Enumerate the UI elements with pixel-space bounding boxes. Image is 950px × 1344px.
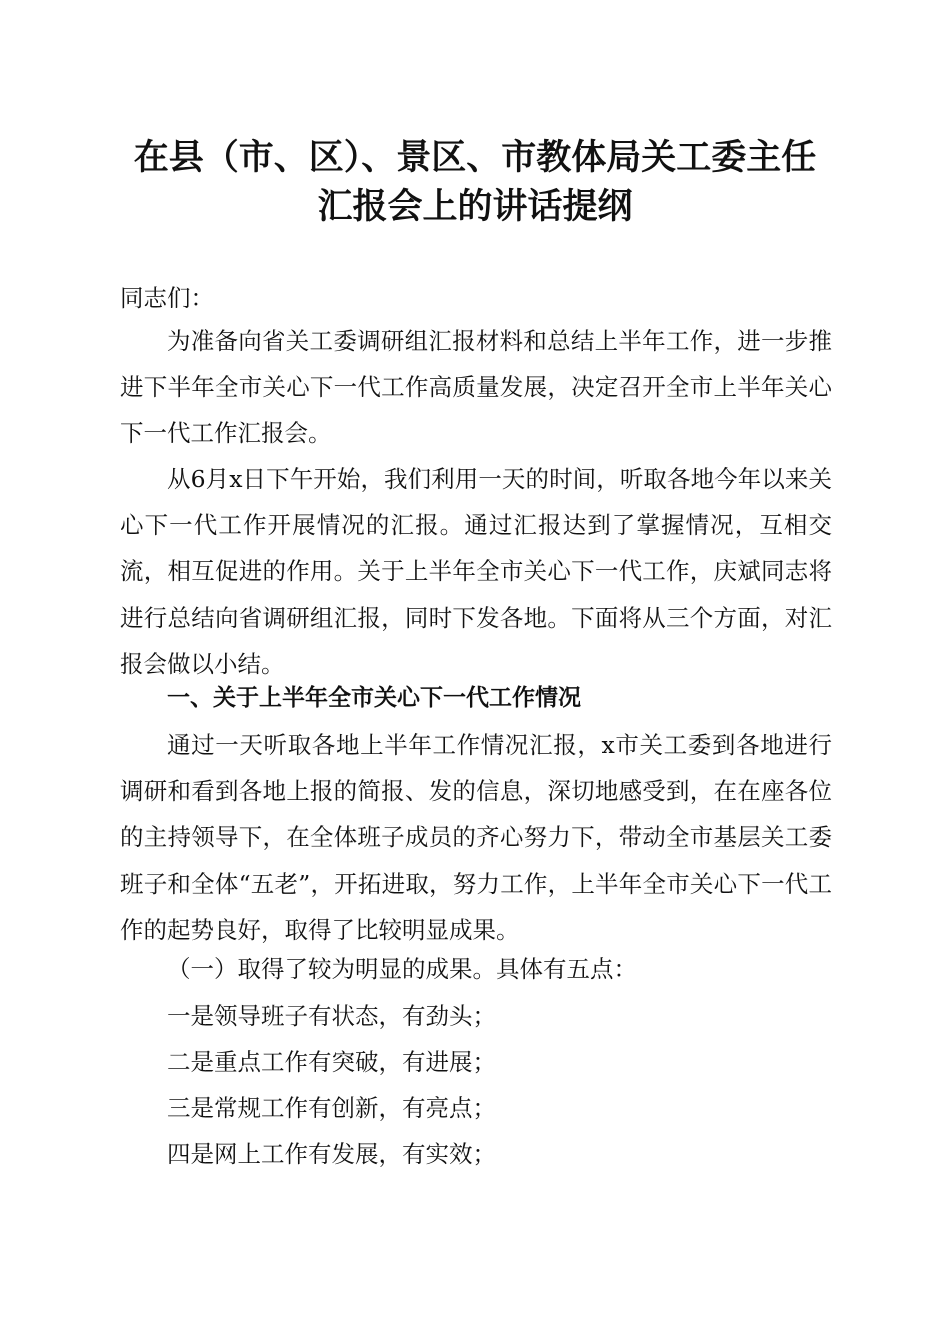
subsection-1-heading: （一）取得了较为明显的成果。具体有五点： [167, 955, 637, 983]
list-item: 一是领导班子有状态，有劲头； [167, 1002, 496, 1030]
list-item: 四是网上工作有发展，有实效； [167, 1140, 496, 1168]
list-item: 二是重点工作有突破，有进展； [167, 1048, 496, 1076]
list-item: 三是常规工作有创新，有亮点； [167, 1094, 496, 1122]
section-1-heading: 一、关于上半年全市关心下一代工作情况 [167, 685, 581, 711]
paragraph-3: 通过一天听取各地上半年工作情况汇报，x市关工委到各地进行调研和看到各地上报的简报、发的信息，深切地感受到，在在座各位的主持领导下，在全体班子成员的齐心努力下，带动全市基层关工委班子和全体“五老”，开拓进取，努力工作，上半年全市关心下一代工作的起势良好，取得了比较明显成果。 [120, 731, 832, 944]
document-title-line-1: 在县（市、区）、景区、市教体局关工委主任 [133, 137, 817, 178]
document-title-line-2: 汇报会上的讲话提纲 [317, 186, 633, 227]
paragraph-1: 为准备向省关工委调研组汇报材料和总结上半年工作，进一步推进下半年全市关心下一代工作高质量发展，决定召开全市上半年关心下一代工作汇报会。 [120, 327, 832, 448]
salutation: 同志们： [120, 284, 214, 312]
paragraph-2: 从6月x日下午开始，我们利用一天的时间，听取各地今年以来关心下一代工作开展情况的汇报。通过汇报达到了掌握情况，互相交流，相互促进的作用。关于上半年全市关心下一代工作，庆斌同志将进行总结向省调研组汇报，同时下发各地。下面将从三个方面，对汇报会做以小结。 [120, 465, 832, 678]
